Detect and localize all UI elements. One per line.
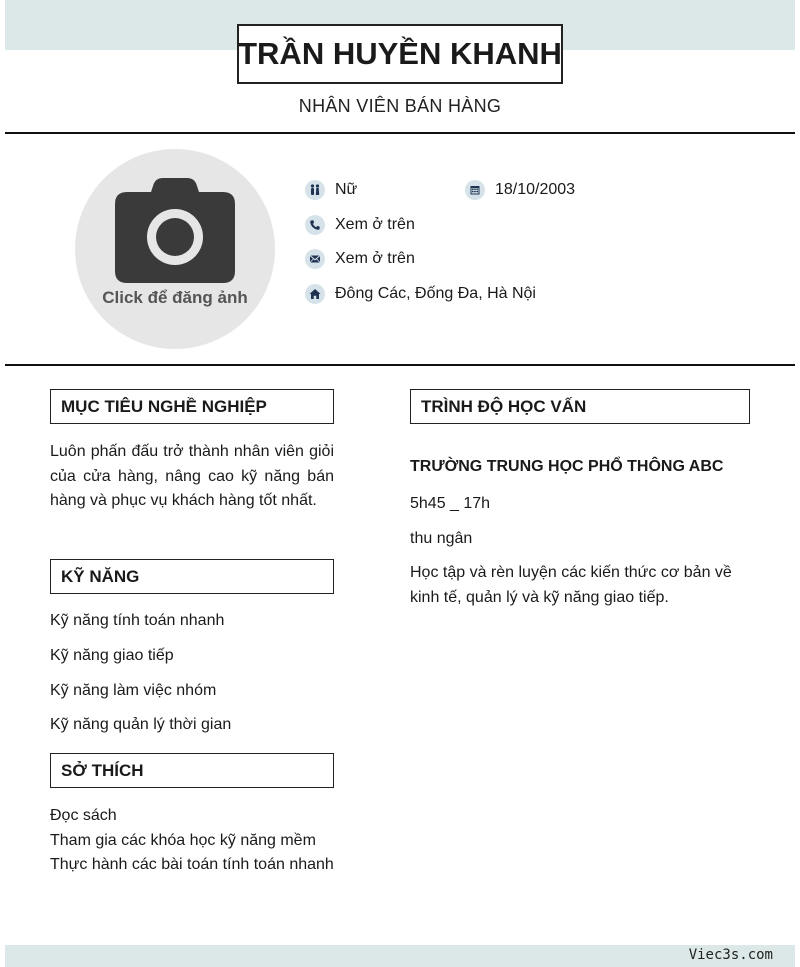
gender-value: Nữ bbox=[335, 181, 358, 198]
home-icon bbox=[305, 284, 325, 304]
gender-row bbox=[305, 180, 357, 200]
objective-text: Luôn phấn đấu trở thành nhân viên giỏi của cửa hàng, nâng cao kỹ năng bán hàng và phục vụ khách hàng tốt nhất. bbox=[50, 443, 334, 509]
education-heading: TRÌNH ĐỘ HỌC VẤN bbox=[421, 396, 587, 416]
hobby-item: Tham gia các khóa học kỹ năng mềm bbox=[50, 832, 316, 849]
education-heading-box bbox=[410, 389, 750, 424]
address-value: Đông Các, Đống Đa, Hà Nội bbox=[335, 285, 536, 302]
skills-heading-box bbox=[50, 559, 334, 594]
name-box bbox=[237, 24, 563, 84]
skill-item: Kỹ năng giao tiếp bbox=[50, 647, 174, 664]
hobbies-heading: SỞ THÍCH bbox=[61, 760, 144, 780]
gender-icon bbox=[305, 180, 325, 200]
address-row bbox=[305, 284, 536, 304]
camera-icon bbox=[115, 178, 235, 283]
email-value: Xem ở trên bbox=[335, 250, 415, 267]
avatar-caption: Click để đăng ảnh bbox=[102, 288, 248, 307]
hobby-item: Thực hành các bài toán tính toán nhanh bbox=[50, 856, 334, 873]
skill-item: Kỹ năng tính toán nhanh bbox=[50, 612, 225, 629]
education-role: thu ngân bbox=[410, 530, 473, 547]
footer-brand: Viec3s.com bbox=[688, 947, 773, 963]
job-title: NHÂN VIÊN BÁN HÀNG bbox=[298, 96, 502, 116]
footer-band bbox=[5, 945, 795, 967]
school-name: TRƯỜNG TRUNG HỌC PHỔ THÔNG ABC bbox=[410, 458, 724, 475]
avatar-upload[interactable] bbox=[75, 149, 275, 349]
phone-value: Xem ở trên bbox=[335, 216, 415, 233]
hobby-item: Đọc sách bbox=[50, 807, 117, 824]
birthday-value: 18/10/2003 bbox=[495, 181, 576, 198]
skill-item: Kỹ năng quản lý thời gian bbox=[50, 716, 232, 733]
calendar-icon bbox=[465, 180, 485, 200]
email-icon bbox=[305, 249, 325, 269]
objective-heading: MỤC TIÊU NGHỀ NGHIỆP bbox=[61, 396, 267, 416]
hobbies-heading-box bbox=[50, 753, 334, 788]
birthday-row bbox=[465, 180, 575, 200]
header-divider bbox=[5, 132, 795, 134]
phone-icon bbox=[305, 215, 325, 235]
skill-item: Kỹ năng làm việc nhóm bbox=[50, 682, 217, 699]
education-description: Học tập và rèn luyện các kiến thức cơ bản về kinh tế, quản lý và kỹ năng giao tiếp. bbox=[410, 564, 732, 606]
phone-row bbox=[305, 215, 415, 235]
candidate-name: TRẦN HUYỀN KHANH bbox=[238, 36, 562, 71]
skills-heading: KỸ NĂNG bbox=[61, 566, 140, 586]
email-row bbox=[305, 249, 415, 269]
info-divider bbox=[5, 364, 795, 366]
education-time: 5h45 _ 17h bbox=[410, 495, 491, 512]
objective-heading-box bbox=[50, 389, 334, 424]
